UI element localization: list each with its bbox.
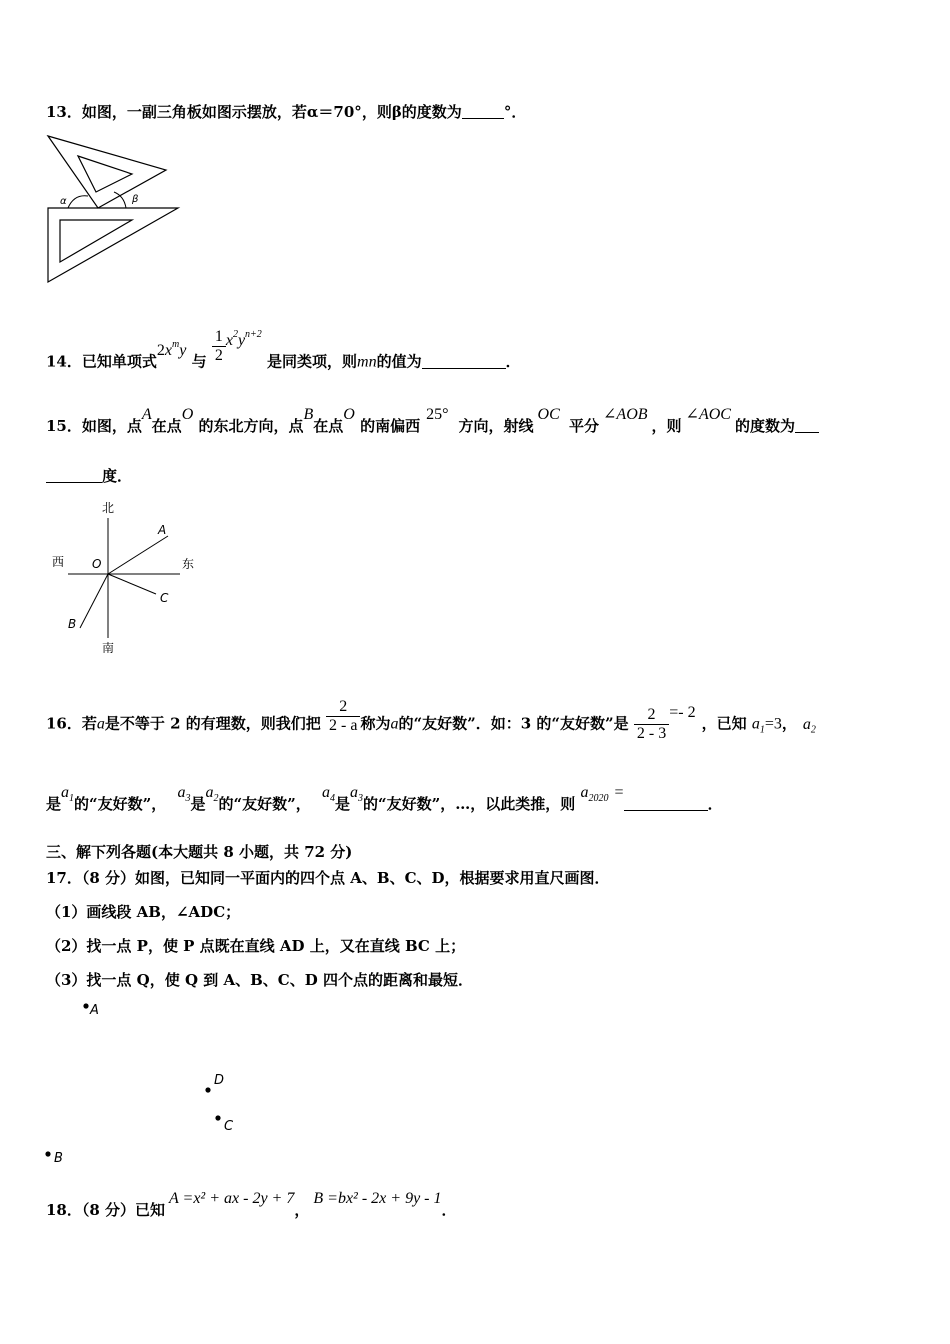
west-label: 西 bbox=[52, 555, 65, 569]
south-label: 南 bbox=[102, 641, 115, 655]
fraction-2-over-2-minus-3: $\frac{2}{2 - 3}$ bbox=[634, 706, 669, 743]
point-B-label: B bbox=[54, 1151, 63, 1166]
q17-points-figure bbox=[40, 996, 260, 1171]
q14-number: 14． bbox=[46, 352, 82, 371]
ray-OC bbox=[108, 574, 156, 594]
q16-line2: 是$a_1$的“友好数”， $a_3$是$a_2$的“友好数”， $a_4$是$a_3$的“友好数”，…，以此类推，则 $a_{2020}$ =． bbox=[46, 784, 723, 813]
ray-OA bbox=[108, 536, 168, 574]
upper-triangle-inner bbox=[78, 156, 132, 192]
q17-part-3: （3）找一点 Q，使 Q 到 A、B、C、D 四个点的距离和最短． bbox=[46, 971, 473, 989]
point-B bbox=[45, 1151, 50, 1156]
q15-line2: 度． bbox=[46, 466, 132, 486]
point-A-label: A bbox=[90, 1003, 99, 1018]
q17-title: 17．（8 分）如图，已知同一平面内的四个点 A、B、C、D，根据要求用直尺画图． bbox=[46, 869, 610, 887]
answer-blank bbox=[462, 102, 504, 119]
q16-number: 16． bbox=[46, 714, 82, 733]
q15-number: 15． bbox=[46, 417, 82, 435]
point-B-label: B bbox=[68, 617, 77, 631]
q15-direction-figure bbox=[48, 498, 208, 658]
beta-arc bbox=[114, 192, 126, 208]
q15-line: 15．如图，点A在点O 的东北方向，点B在点O 的南偏西25°方向，射线OC 平分∠AOB，则∠AOC的度数为 bbox=[46, 416, 819, 437]
point-D bbox=[205, 1087, 210, 1092]
q13-number: 13． bbox=[46, 103, 82, 121]
q18-line: 18．（8 分）已知A =x² + ax - 2y + 7，B =bx² - 2x + 9y - 1． bbox=[46, 1190, 457, 1219]
point-A bbox=[83, 1003, 88, 1008]
lower-triangle-outer bbox=[48, 208, 178, 282]
fraction-one-half: $\frac{1}{2}$ bbox=[212, 328, 226, 365]
q17-part-2: （2）找一点 P，使 P 点既在直线 AD 上，又在直线 BC 上； bbox=[46, 937, 466, 955]
answer-blank bbox=[422, 352, 506, 369]
north-label: 北 bbox=[102, 501, 115, 515]
section-3-heading: 三、解下列各题(本大题共 8 小题，共 72 分) bbox=[46, 843, 353, 861]
beta-label: β bbox=[132, 194, 139, 205]
alpha-label: α bbox=[60, 196, 67, 207]
east-label: 东 bbox=[182, 557, 195, 571]
point-C-label: C bbox=[160, 591, 169, 605]
q16-line: 16．若a是不等于 2 的有理数，则我们把 $\frac{2}{2 - a}$ 称为a的“友好数”．如：3 的“友好数”是 $\frac{2}{2 - 3}$ =- 2，已知 $a_1=3$， $a_2$ bbox=[46, 698, 816, 742]
ray-OB bbox=[80, 574, 108, 628]
fraction-2-over-2-minus-a: $\frac{2}{2 - a}$ bbox=[326, 698, 360, 735]
q17-part-1: （1）画线段 AB，∠ADC； bbox=[46, 903, 241, 921]
answer-blank bbox=[46, 466, 102, 483]
q14-line: 14．已知单项式$2x^my$ 与 $\frac{1}{2}$ $x^2y^{n+2}$ 是同类项，则mn的值为 ． bbox=[46, 328, 521, 371]
point-C bbox=[215, 1115, 220, 1120]
q13-line: 13．如图，一副三角板如图示摆放，若α＝70°，则β的度数为 °． bbox=[46, 103, 527, 121]
alpha-arc bbox=[68, 196, 88, 208]
point-C-label: C bbox=[224, 1119, 234, 1134]
answer-blank bbox=[795, 416, 819, 433]
q13-triangle-figure bbox=[40, 132, 185, 287]
point-O-label: O bbox=[92, 557, 102, 571]
point-A-label: A bbox=[158, 523, 167, 537]
point-D-label: D bbox=[214, 1073, 225, 1088]
answer-blank bbox=[624, 794, 708, 811]
